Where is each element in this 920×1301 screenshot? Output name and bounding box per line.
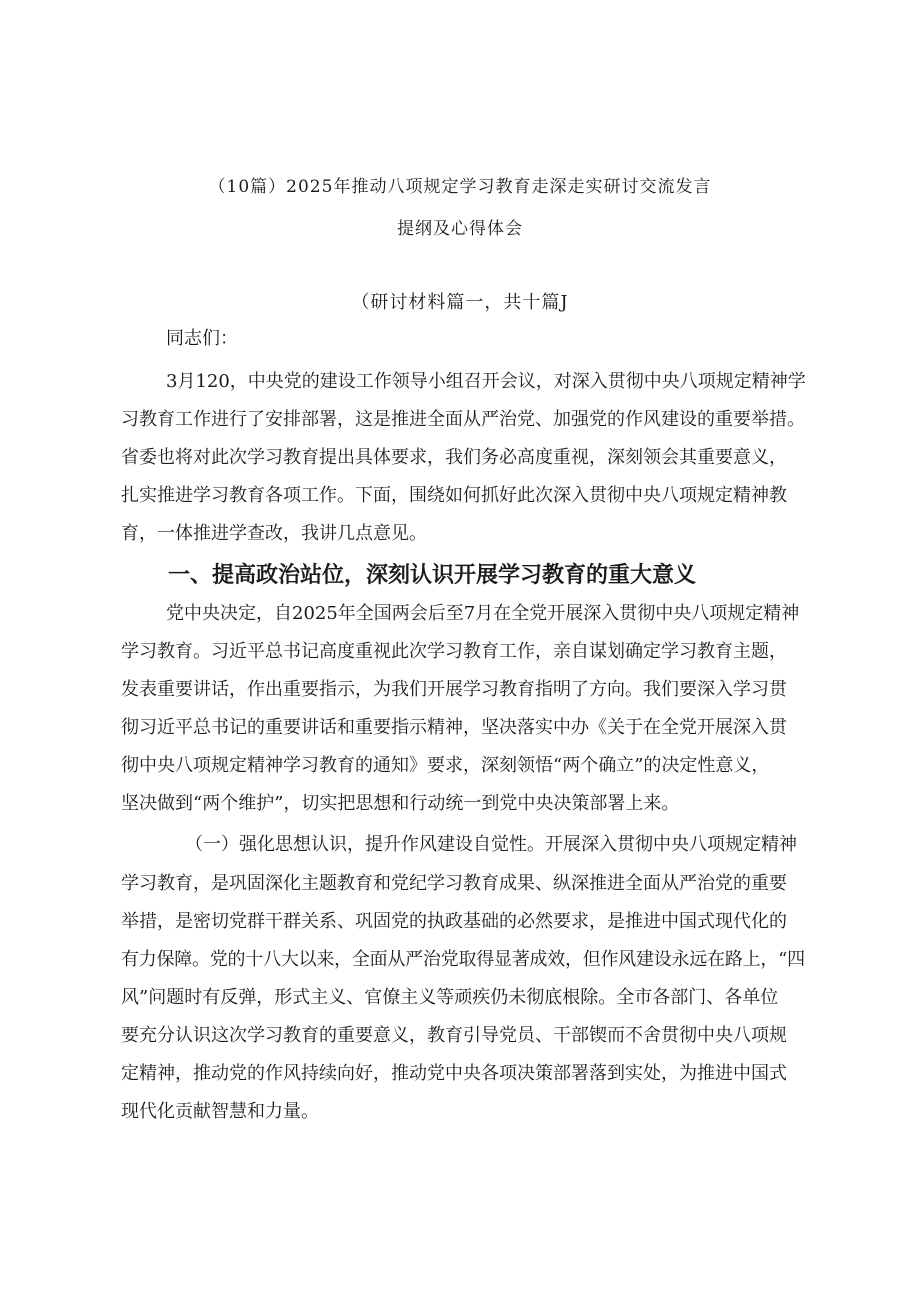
paragraph-2-line: 彻中央八项规定精神学习教育的通知》要求，深刻领悟“两个确立”的决定性意义，: [121, 755, 770, 776]
document-title-line-2: 提纲及心得体会: [397, 219, 523, 239]
paragraph-3-line: （一）强化思想认识，提升作风建设自觉性。开展深入贯彻中央八项规定精神: [185, 834, 797, 855]
paragraph-2-line: 党中央决定，自2025年全国两会后至7月在全党开展深入贯彻中央八项规定精神: [166, 603, 800, 624]
document-subtitle: （研讨材料篇一，共十篇J: [351, 292, 569, 313]
paragraph-2-line: 发表重要讲话，作出重要指示，为我们开展学习教育指明了方向。我们要深入学习贯: [121, 679, 787, 700]
paragraph-2-line: 坚决做到“两个维护”，切实把思想和行动统一到党中央决策部署上来。: [121, 793, 680, 814]
paragraph-2-line: 彻习近平总书记的重要讲话和重要指示精神，坚决落实中办《关于在全党开展深入贯: [121, 717, 787, 738]
salutation: 同志们：: [166, 328, 238, 349]
paragraph-3-line: 要充分认识这次学习教育的重要意义，教育引导党员、干部锲而不舍贯彻中央八项规: [121, 1025, 787, 1046]
paragraph-1-line: 3月120，中央党的建设工作领导小组召开会议，对深入贯彻中央八项规定精神学: [166, 371, 806, 392]
paragraph-3-line: 风”问题时有反弹，形式主义、官僚主义等顽疾仍未彻底根除。全市各部门、各单位: [121, 987, 779, 1008]
paragraph-1-line: 育，一体推进学查改，我讲几点意见。: [121, 523, 427, 544]
paragraph-3-line: 现代化贡献智慧和力量。: [121, 1101, 319, 1122]
paragraph-3-line: 举措，是密切党群干群关系、巩固党的执政基础的必然要求，是推进中国式现代化的: [121, 911, 787, 932]
paragraph-1-line: 扎实推进学习教育各项工作。下面，围绕如何抓好此次深入贯彻中央八项规定精神教: [121, 485, 787, 506]
paragraph-3-line: 定精神，推动党的作风持续向好，推动党中央各项决策部署落到实处，为推进中国式: [121, 1063, 787, 1084]
paragraph-1-line: 习教育工作进行了安排部署，这是推进全面从严治党、加强党的作风建设的重要举措。: [121, 409, 805, 430]
paragraph-3-line: 有力保障。党的十八大以来，全面从严治党取得显著成效，但作风建设永远在路上，“四: [121, 949, 805, 970]
paragraph-1-line: 省委也将对此次学习教育提出具体要求，我们务必高度重视，深刻领会其重要意义，: [121, 447, 787, 468]
paragraph-3-line: 学习教育，是巩固深化主题教育和党纪学习教育成果、纵深推进全面从严治党的重要: [121, 873, 787, 894]
document-title-line-1: （10篇）2025年推动八项规定学习教育走深走实研讨交流发言: [208, 177, 712, 197]
paragraph-2-line: 学习教育。习近平总书记高度重视此次学习教育工作，亲自谋划确定学习教育主题，: [121, 641, 787, 662]
section-heading-1: 一、提高政治站位，深刻认识开展学习教育的重大意义: [168, 563, 697, 588]
